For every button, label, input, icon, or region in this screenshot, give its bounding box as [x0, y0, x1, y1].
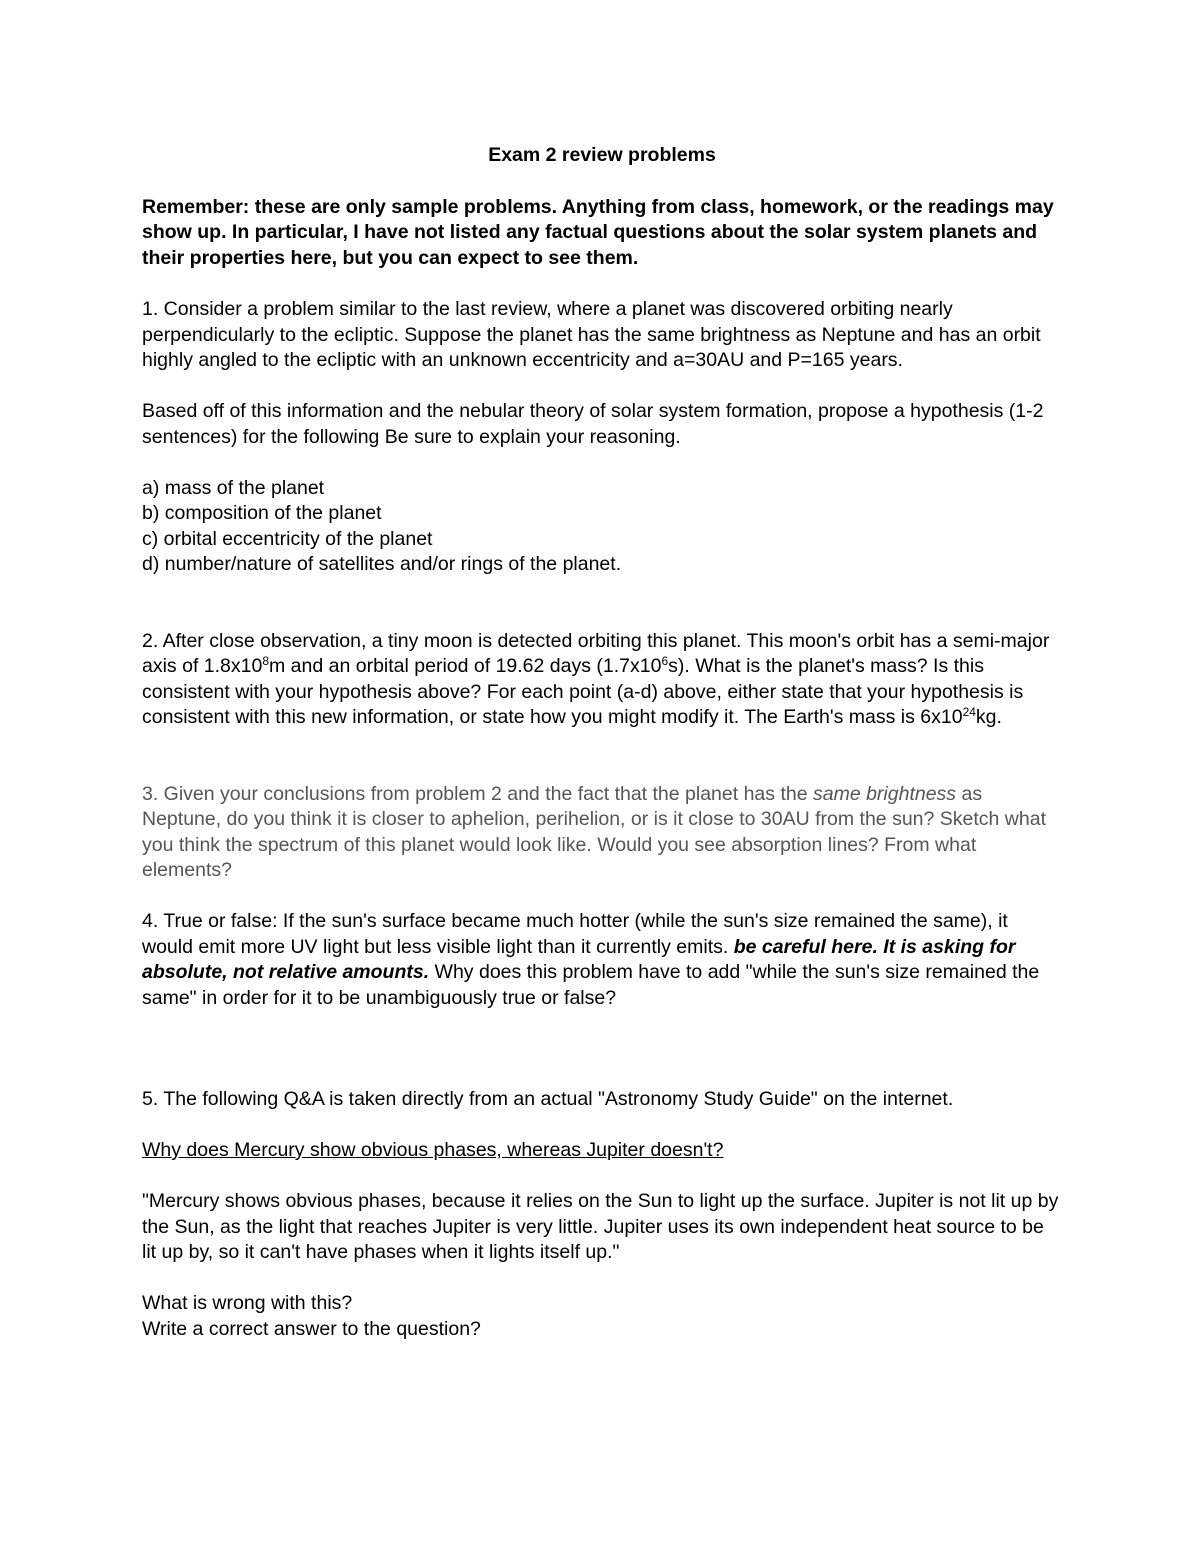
- q4-part2: Why does this problem have to add "while the sun's size remained the same" in order for it to be unambiguously true or false?: [142, 961, 1040, 1009]
- q3-text: [142, 782, 1062, 884]
- q1-item-d: d) number/nature of satellites and/or rings of the planet.: [142, 553, 622, 575]
- q5-quote: "Mercury shows obvious phases, because it relies on the Sun to light up the surface. Jupiter is not lit up by the Sun, as the light that reaches Jupiter is very little. Jupiter uses its own independent heat source to be lit up by, so it can't have phases when it lights itself up.": [142, 1190, 1059, 1263]
- q4-emphasis: be careful here. It is asking for absolute, not relative amounts.: [142, 935, 1016, 983]
- q2-exp2: 6: [661, 654, 669, 668]
- q2-text: [142, 629, 1062, 731]
- q5-ask-wrong: What is wrong with this?: [142, 1292, 353, 1314]
- q5-question: Why does Mercury show obvious phases, whereas Jupiter doesn't?: [142, 1139, 724, 1161]
- page-title: Exam 2 review problems: [488, 144, 716, 166]
- q1-prompt: Based off of this information and the nebular theory of solar system formation, propose a hypothesis (1-2 sentences) for the following Be sure to explain your reasoning.: [142, 400, 1044, 448]
- q2-exp3: 24: [962, 705, 976, 719]
- q4-part1: 4. True or false: If the sun's surface became much hotter (while the sun's size remained the same), it would emit more UV light but less visible light than it currently emits.: [142, 910, 1008, 958]
- q1-item-c: c) orbital eccentricity of the planet: [142, 527, 433, 550]
- q2-part1: 2. After close observation, a tiny moon is detected orbiting this planet. This moon's orbit has a semi-major axis of 1.8x10: [142, 629, 1050, 677]
- q1-item-a: a) mass of the planet: [142, 476, 325, 499]
- q3-emphasis: same brightness: [812, 782, 957, 805]
- q1-intro: 1. Consider a problem similar to the last review, where a planet was discovered orbiting nearly perpendicularly to the ecliptic. Suppose the planet has the same brightness as Neptune and has an orbit highly angled to the ecliptic with an unknown eccentricity and a=30AU and P=165 years.: [142, 298, 1041, 371]
- q2-part2: m and an orbital period of 19.62 days (1.7x10: [269, 655, 662, 677]
- document-page: [142, 143, 1062, 1342]
- q2-part4: kg.: [975, 706, 1002, 728]
- q3-part2: as Neptune, do you think it is closer to aphelion, perihelion, or is it close to 30AU from the sun? Sketch what you think the spectrum of this planet would look like. Would you see absorption lines? From what elements?: [142, 782, 1046, 881]
- remember-note: Remember: these are only sample problems. Anything from class, homework, or the readings may show up. In particular, I have not listed any factual questions about the solar system planets and their properties here, but you can expect to see them.: [142, 195, 1054, 269]
- q2-exp1: 8: [262, 654, 270, 668]
- q5-intro: 5. The following Q&A is taken directly from an actual "Astronomy Study Guide" on the internet.: [142, 1088, 954, 1110]
- q5-ask-correct: Write a correct answer to the question?: [142, 1317, 481, 1340]
- q3-part1: 3. Given your conclusions from problem 2 and the fact that the planet has the: [142, 782, 813, 805]
- q4-text: [142, 909, 1062, 1011]
- q1-item-b: b) composition of the planet: [142, 502, 382, 524]
- q2-part3: s). What is the planet's mass? Is this consistent with your hypothesis above? For each point (a-d) above, either state that your hypothesis is consistent with this new information, or state how you might modify it. The Earth's mass is 6x10: [142, 655, 1024, 728]
